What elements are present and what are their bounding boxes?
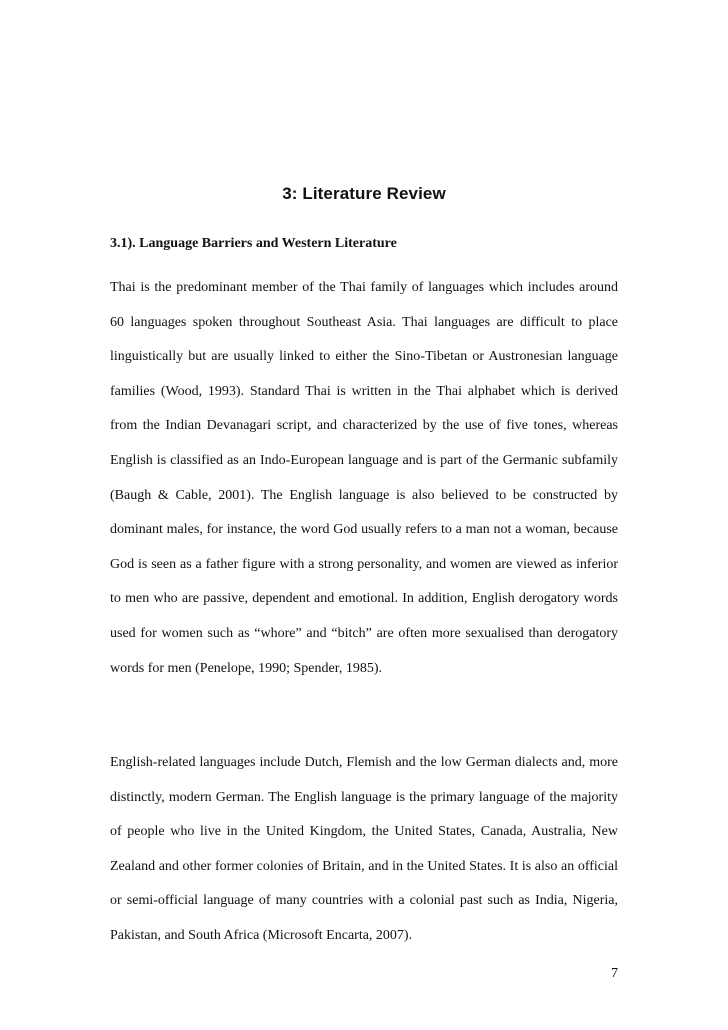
chapter-title: 3: Literature Review (282, 184, 446, 203)
page-number: 7 (611, 966, 618, 981)
body-paragraph: English-related languages include Dutch, Flemish and the low German dialects and, more distinctly, modern German. The English language is the primary language of the majority of people who live in the United Kingdom, the United States, Canada, Australia, New Zealand and other former colonies of Britain, and in the United States. It is also an official or semi-official language of many countries with a colonial past such as India, Nigeria, Pakistan, and South Africa (Microsoft Encarta, 2007). (110, 755, 618, 943)
body-paragraph: Thai is the predominant member of the Thai family of languages which includes around 60 languages spoken throughout Southeast Asia. Thai languages are difficult to place linguistically but are usually linked to either the Sino-Tibetan or Austronesian language families (Wood, 1993). Standard Thai is written in the Thai alphabet which is derived from the Indian Devanagari script, and characterized by the use of five tones, whereas English is classified as an Indo-European language and is part of the Germanic subfamily (Baugh & Cable, 2001). The English language is also believed to be constructed by dominant males, for instance, the word God usually refers to a man not a woman, because God is seen as a father figure with a strong personality, and women are viewed as inferior to men who are passive, dependent and emotional. In addition, English derogatory words used for women such as “whore” and “bitch” are often more sexualised than derogatory words for men (Penelope, 1990; Spender, 1985). (110, 280, 618, 676)
section-heading: 3.1). Language Barriers and Western Literature (110, 236, 397, 251)
